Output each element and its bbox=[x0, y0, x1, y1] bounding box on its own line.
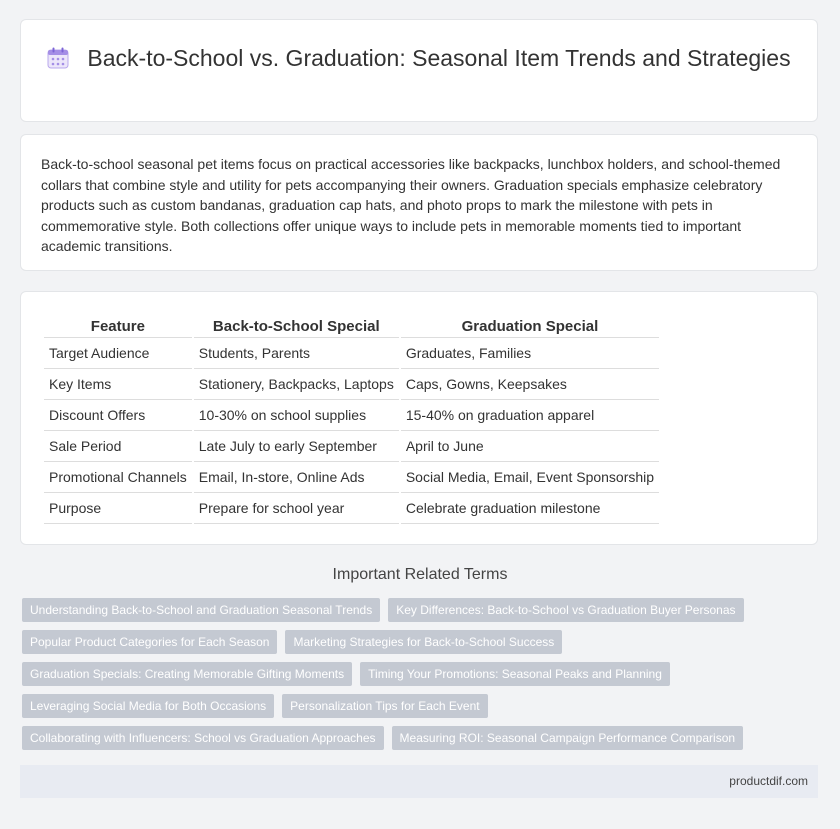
related-term-tag[interactable]: Personalization Tips for Each Event bbox=[282, 694, 487, 718]
cell-feature: Sale Period bbox=[44, 431, 192, 462]
table-header-row bbox=[44, 315, 659, 338]
cell-back-to-school: Prepare for school year bbox=[194, 493, 399, 524]
cell-feature: Target Audience bbox=[44, 338, 192, 369]
page-title-wrap bbox=[21, 44, 817, 73]
related-term-tag[interactable]: Graduation Specials: Creating Memorable Gifting Moments bbox=[22, 662, 352, 686]
related-term-tag[interactable]: Marketing Strategies for Back-to-School Success bbox=[285, 630, 562, 654]
header-graduation: Graduation Special bbox=[401, 315, 659, 338]
cell-back-to-school: Email, In-store, Online Ads bbox=[194, 462, 399, 493]
calendar-icon bbox=[47, 47, 69, 69]
related-term-tag[interactable]: Collaborating with Influencers: School vs Graduation Approaches bbox=[22, 726, 384, 750]
cell-back-to-school: 10-30% on school supplies bbox=[194, 400, 399, 431]
cell-back-to-school: Students, Parents bbox=[194, 338, 399, 369]
tag-row bbox=[22, 630, 782, 654]
cell-feature: Purpose bbox=[44, 493, 192, 524]
tag-row bbox=[22, 662, 782, 686]
comparison-table bbox=[42, 315, 661, 524]
cell-graduation: Celebrate graduation milestone bbox=[401, 493, 659, 524]
page-title: Back-to-School vs. Graduation: Seasonal Item Trends and Strategies bbox=[87, 45, 791, 71]
cell-back-to-school: Stationery, Backpacks, Laptops bbox=[194, 369, 399, 400]
footer-source: productdif.com bbox=[729, 774, 808, 788]
cell-graduation: April to June bbox=[401, 431, 659, 462]
related-term-tag[interactable]: Measuring ROI: Seasonal Campaign Performance Comparison bbox=[392, 726, 744, 750]
cell-graduation: 15-40% on graduation apparel bbox=[401, 400, 659, 431]
table-row bbox=[44, 400, 659, 431]
related-term-tag[interactable]: Popular Product Categories for Each Season bbox=[22, 630, 277, 654]
related-term-tag[interactable]: Key Differences: Back-to-School vs Graduation Buyer Personas bbox=[388, 598, 743, 622]
cell-graduation: Caps, Gowns, Keepsakes bbox=[401, 369, 659, 400]
related-term-tag[interactable]: Leveraging Social Media for Both Occasions bbox=[22, 694, 274, 718]
table-row bbox=[44, 462, 659, 493]
header-card bbox=[20, 19, 818, 122]
table-row bbox=[44, 493, 659, 524]
intro-paragraph: Back-to-school seasonal pet items focus on practical accessories like backpacks, lunchbox holders, and school-themed collars that combine style and utility for pets accompanying their owners. Graduation specials emphasize celebratory products such as custom bandanas, graduation cap hats, and photo props to mark the milestone with pets in commemorative style. Both collections offer unique ways to include pets in memorable moments tied to important academic transitions. bbox=[41, 156, 781, 254]
header-back-to-school: Back-to-School Special bbox=[194, 315, 399, 338]
tag-row bbox=[22, 726, 782, 750]
footer-bar bbox=[20, 765, 818, 798]
cell-feature: Discount Offers bbox=[44, 400, 192, 431]
header-feature: Feature bbox=[44, 315, 192, 338]
related-term-tag[interactable]: Timing Your Promotions: Seasonal Peaks and Planning bbox=[360, 662, 670, 686]
cell-feature: Promotional Channels bbox=[44, 462, 192, 493]
table-row bbox=[44, 369, 659, 400]
table-row bbox=[44, 338, 659, 369]
related-terms-list bbox=[22, 598, 782, 758]
cell-feature: Key Items bbox=[44, 369, 192, 400]
comparison-card bbox=[20, 291, 818, 545]
tag-row bbox=[22, 598, 782, 622]
tag-row bbox=[22, 694, 782, 718]
cell-graduation: Graduates, Families bbox=[401, 338, 659, 369]
cell-graduation: Social Media, Email, Event Sponsorship bbox=[401, 462, 659, 493]
table-row bbox=[44, 431, 659, 462]
related-term-tag[interactable]: Understanding Back-to-School and Graduation Seasonal Trends bbox=[22, 598, 380, 622]
related-terms-title: Important Related Terms bbox=[332, 566, 508, 583]
intro-card bbox=[20, 134, 818, 271]
cell-back-to-school: Late July to early September bbox=[194, 431, 399, 462]
